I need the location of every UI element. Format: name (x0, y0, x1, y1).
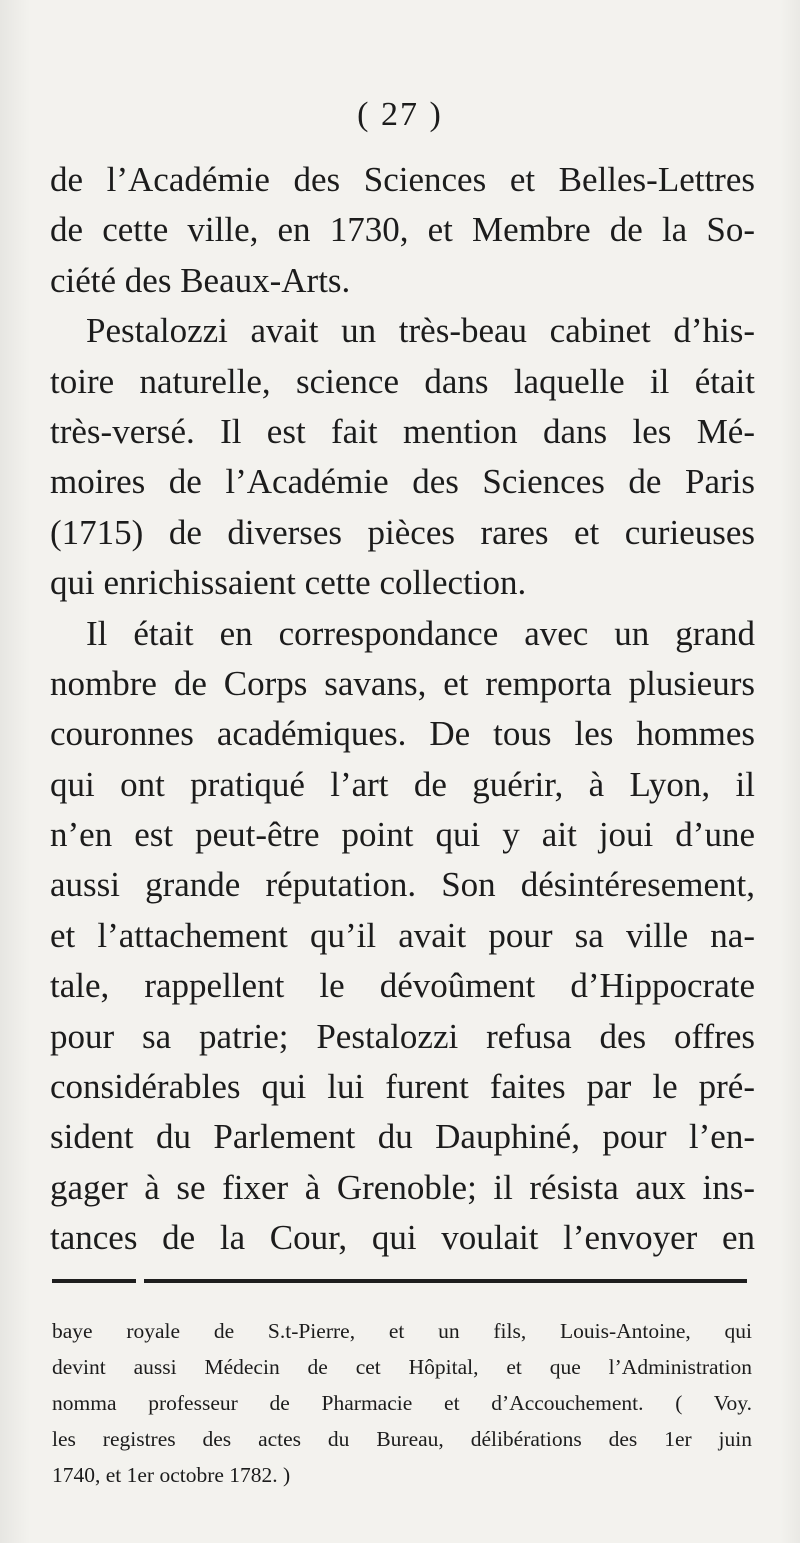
text-line: tances de la Cour, qui voulait l’envoyer en (50, 1218, 755, 1258)
rule-segment-short (52, 1279, 136, 1283)
footnote-line: devint aussi Médecin de cet Hôpital, et que l’Administration (52, 1355, 752, 1379)
text-line: (1715) de diverses pièces rares et curieuses (50, 512, 755, 552)
footnote-line: les registres des actes du Bureau, délibérations des 1er juin (52, 1427, 752, 1451)
text-line: aussi grande réputation. Son désintéresement, (50, 865, 755, 905)
text-line: moires de l’Académie des Sciences de Paris (50, 462, 755, 502)
page-number: ( 27 ) (357, 96, 443, 133)
text-line: de cette ville, en 1730, et Membre de la So- (50, 210, 755, 250)
text-line: et l’attachement qu’il avait pour sa ville na- (50, 915, 755, 955)
rule-segment-long (144, 1279, 747, 1283)
text-line: très-versé. Il est fait mention dans les Mé- (50, 411, 755, 451)
text-line: n’en est peut-être point qui y ait joui d’une (50, 815, 755, 855)
footnote-line: baye royale de S.t-Pierre, et un fils, Louis-Antoine, qui (52, 1319, 752, 1343)
text-line: Pestalozzi avait un très-beau cabinet d’his- (86, 311, 755, 351)
footnote-line: nomma professeur de Pharmacie et d’Accouchement. ( Voy. (52, 1391, 752, 1415)
text-line: tale, rappellent le dévoûment d’Hippocrate (50, 966, 755, 1006)
text-line: considérables qui lui furent faites par le pré- (50, 1067, 755, 1107)
text-line: gager à se fixer à Grenoble; il résista aux ins- (50, 1167, 755, 1207)
main-text (50, 155, 755, 1264)
text-line: toire naturelle, science dans laquelle il était (50, 361, 755, 401)
text-line: pour sa patrie; Pestalozzi refusa des offres (50, 1016, 755, 1056)
text-line: ciété des Beaux-Arts. (50, 260, 351, 300)
text-line: couronnes académiques. De tous les hommes (50, 714, 755, 754)
text-line: qui ont pratiqué l’art de guérir, à Lyon, il (50, 764, 755, 804)
text-line: Il était en correspondance avec un grand (86, 613, 755, 653)
text-line: sident du Parlement du Dauphiné, pour l’en- (50, 1117, 755, 1157)
text-line: qui enrichissaient cette collection. (50, 563, 527, 603)
text-line: nombre de Corps savans, et remporta plusieurs (50, 663, 755, 703)
footnote-separator-rule (52, 1279, 747, 1285)
footnote-line: 1740, et 1er octobre 1782. ) (52, 1463, 291, 1487)
text-line: de l’Académie des Sciences et Belles-Lettres (50, 160, 755, 199)
footnote (52, 1313, 752, 1493)
